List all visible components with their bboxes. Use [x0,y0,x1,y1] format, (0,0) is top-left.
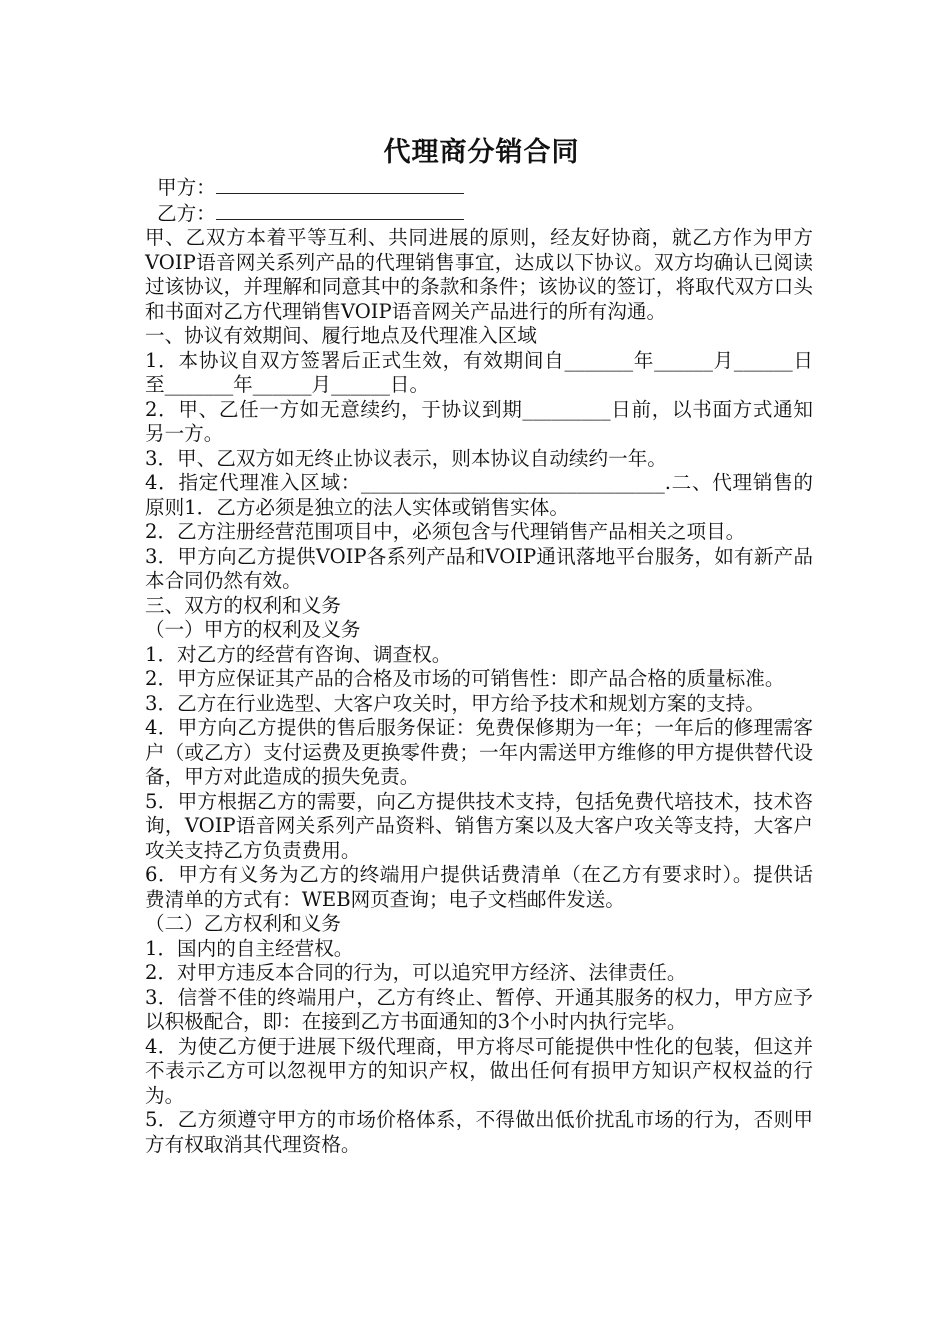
clause: 1．对乙方的经营有咨询、调查权。 [145,642,452,666]
clause: 2．甲、乙任一方如无意续约，于协议到期_________日前，以书面方式通知另一方。 [145,397,813,445]
document-body [145,175,813,1157]
clause: 3．甲、乙双方如无终止协议表示，则本协议自动续约一年。 [145,446,667,470]
party-a-label: 甲方： [157,176,216,199]
party-b-label: 乙方： [157,201,216,225]
section-heading: 三、双方的权利和义务 [145,593,341,617]
party-b-blank[interactable] [216,201,464,220]
clause: 2．乙方注册经营范围项目中，必须包含与代理销售产品相关之项目。 [145,520,746,543]
clause: 3．信誉不佳的终端用户，乙方有终止、暂停、开通其服务的权力，甲方应予以积极配合，即：在接到乙方书面通知的3个小时内执行完毕。 [145,985,813,1033]
clause: 2．甲方应保证其产品的合格及市场的可销售性：即产品合格的质量标准。 [145,667,785,690]
section-heading: 一、协议有效期间、履行地点及代理准入区域 [145,324,537,347]
clause: 4．甲方向乙方提供的售后服务保证：免费保修期为一年；一年后的修理需客户（或乙方）支付运费及更换零件费；一年内需送甲方维修的甲方提供替代设备，甲方对此造成的损失免责。 [145,716,813,788]
clause: 5．乙方须遵守甲方的市场价格体系，不得做出低价扰乱市场的行为，否则甲方有权取消其代理资格。 [145,1108,813,1156]
subsection-heading: （二）乙方权利和义务 [145,912,341,935]
party-a-line [145,175,813,201]
clause: 4．指定代理准入区域：_______________________________.二、代理销售的原则1．乙方必须是独立的法人实体或销售实体。 [145,471,813,519]
clause: 4．为使乙方便于进展下级代理商，甲方将尽可能提供中性化的包装，但这并不表示乙方可以忽视甲方的知识产权，做出任何有损甲方知识产权权益的行为。 [145,1034,813,1107]
clause: 3．甲方向乙方提供VOIP各系列产品和VOIP通讯落地平台服务，如有新产品本合同仍然有效。 [145,544,813,592]
clause: 1．本协议自双方签署后正式生效，有效期间自_______年______月______日至_______年______月______日。 [145,348,813,396]
party-b-line [145,201,813,227]
intro-paragraph: 甲、乙双方本着平等互利、共同进展的原则，经友好协商，就乙方作为甲方VOIP语音网关系列产品的代理销售事宜，达成以下协议。双方均确认已阅读过该协议，并理解和同意其中的条款和条件；该协议的签订，将取代双方口头和书面对乙方代理销售VOIP语音网关产品进行的所有沟通。 [145,226,813,323]
clause: 6．甲方有义务为乙方的终端用户提供话费清单（在乙方有要求时）。提供话费清单的方式有：WEB网页查询；电子文档邮件发送。 [145,863,813,911]
clause: 3．乙方在行业选型、大客户攻关时，甲方给予技术和规划方案的支持。 [145,691,765,715]
clause: 5．甲方根据乙方的需要，向乙方提供技术支持，包括免费代培技术，技术咨询，VOIP语音网关系列产品资料、销售方案以及大客户攻关等支持，大客户攻关支持乙方负责费用。 [145,789,813,862]
document-title: 代理商分销合同 [383,137,580,168]
clause: 2．对甲方违反本合同的行为，可以追究甲方经济、法律责任。 [145,961,687,984]
party-a-blank[interactable] [216,175,464,194]
subsection-heading: （一）甲方的权利及义务 [145,618,361,641]
clause: 1．国内的自主经营权。 [145,936,354,960]
